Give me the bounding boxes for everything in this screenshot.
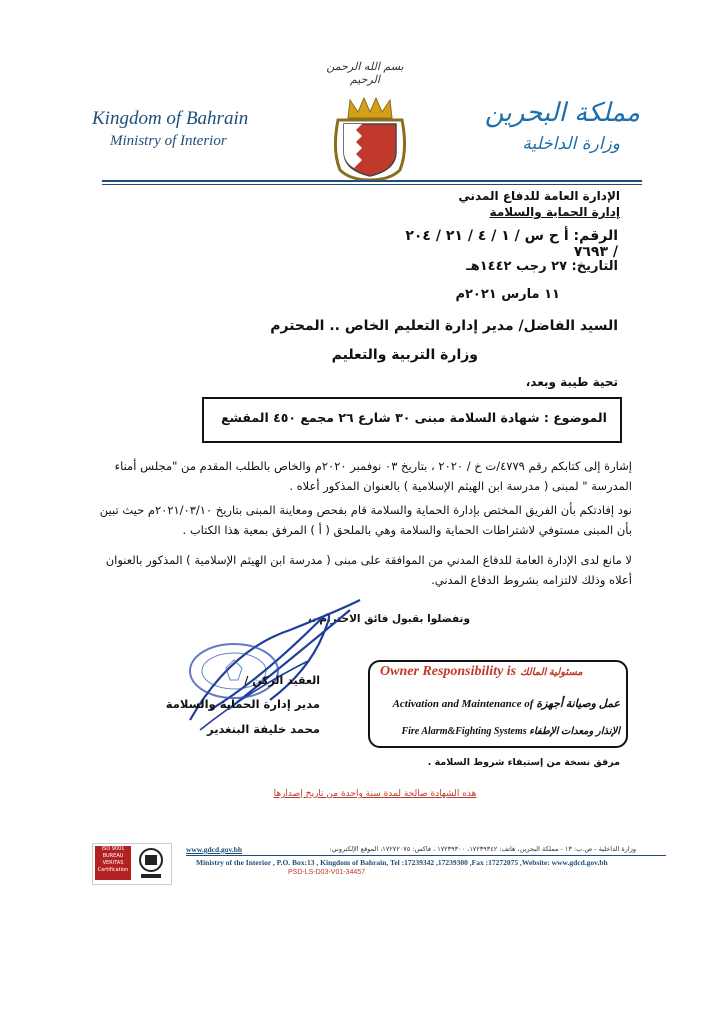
body-paragraph: لا مانع لدى الإدارة العامة للدفاع المدني من الموافقة على مبنى ( مدرسة ابن الهيثم الإسلامية ) المذكور بالعنوان أعلاه وذلك لالتزامه بشروط الدفاع المدني.	[105, 553, 632, 587]
bureau-veritas-logo	[135, 846, 167, 880]
gregorian-date: ١١ مارس ٢٠٢١م	[455, 287, 560, 302]
owner-title-ar: مسئولية المالك	[520, 667, 583, 678]
sender-department: إدارة الحماية والسلامة	[489, 205, 620, 219]
sender-directorate: الإدارة العامة للدفاع المدني	[458, 189, 620, 203]
body-paragraph: إشارة إلى كتابكم رقم ٤٧٧٩/ت خ / ٢٠٢٠ ، بتاريخ ٠٣ نوفمبر ٢٠٢٠م والخاص بالطلب المقدم من "مجلس أمناء المدرسة " لمبنى ( مدرسة ابن الهيثم الإسلامية ) بالعنوان المذكور أعلاه .	[114, 459, 632, 493]
iso-certification-badge: ISO 9001 BUREAU VERITAS Certification	[95, 846, 131, 880]
body-paragraph: نود إفادتكم بأن الفريق المختص بإدارة الحماية والسلامة قام بفحص ومعاينة المبنى بتاريخ ٢٠٢١/٠٣/١٠م حيث تبين بأن المبنى مستوفي لاشتراطات الحماية والسلامة وهي بالملحق ( أ ) المرفق بمعية هذا الكتاب .	[99, 503, 632, 537]
official-stamp	[186, 640, 282, 702]
signatory-name: محمد خليفة البنغدير	[207, 722, 320, 736]
owner-responsibility-line: الإنذار ومعدات الإطفاء Fire Alarm&Fighting Systems	[401, 726, 620, 737]
greeting: تحية طيبة وبعد،	[525, 375, 618, 389]
english-ministry-title: Ministry of Interior	[110, 133, 227, 149]
basmala-calligraphy: بسم الله الرحمن الرحيم	[326, 60, 404, 86]
arabic-kingdom-title: مملكة البحرين	[484, 98, 640, 128]
arabic-ministry-title: وزارة الداخلية	[522, 134, 620, 154]
subject-line: الموضوع : شهادة السلامة مبنى ٣٠ شارع ٢٦ مجمع ٤٥٠ المقشع	[221, 410, 607, 425]
header-divider	[102, 180, 642, 182]
owner-responsibility-title	[380, 664, 620, 680]
bahrain-crest-logo	[330, 90, 410, 182]
owner-responsibility-line: عمل وصيانة أجهزة Activation and Maintenance of	[392, 698, 620, 710]
attachment-note: مرفق نسخة من إستيفاء شروط السلامة .	[427, 757, 620, 768]
footer-divider	[186, 855, 666, 856]
footer-website[interactable]: www.gdcd.gov.bh	[186, 845, 243, 854]
addressee: السيد الفاضل/ مدير إدارة التعليم الخاص .. المحترم	[270, 318, 618, 334]
owner-title-en: Owner Responsibility is	[380, 664, 517, 679]
english-kingdom-title: Kingdom of Bahrain	[92, 108, 249, 129]
reference-number: الرقم: أ ح س / ١ / ٤ / ٢١ / ٢٠٤ / ٧٦٩٣	[405, 228, 618, 260]
header-divider-thin	[102, 184, 642, 185]
validity-note: هذه الشهادة صالحة لمدة سنة واحدة من تاريخ إصدارها	[273, 789, 477, 799]
signatory-position: مدير إدارة الحماية والسلامة	[165, 697, 320, 711]
document-code: PSD-LS-D03-V01-34457	[288, 869, 366, 876]
closing-salutation: وتفضلوا بقبول فائق الاحترام ،،	[307, 613, 470, 625]
footer-arabic-contact: وزارة الداخلية - ص.ب: ١٣ - مملكة البحرين، هاتف: ١٧٢٣٩٣٤٢، ١٧٢٣٩٣٠٠ ، فاكس: ١٧٢٧٢٠٧٥، الموقع الإلكتروني:	[329, 845, 636, 853]
footer-english-contact: Ministry of the Interior , P.O. Box:13 , Kingdom of Bahrain, Tel :17239342 ,17239300 ,Fax :17272075 ,Website: www.gdcd.gov.bh	[196, 858, 608, 867]
signatory-rank: العقيد الركن /	[244, 674, 320, 687]
hijri-date: التاريخ: ٢٧ رجب ١٤٤٢هـ	[466, 259, 618, 274]
addressee-ministry: وزارة التربية والتعليم	[331, 347, 478, 363]
